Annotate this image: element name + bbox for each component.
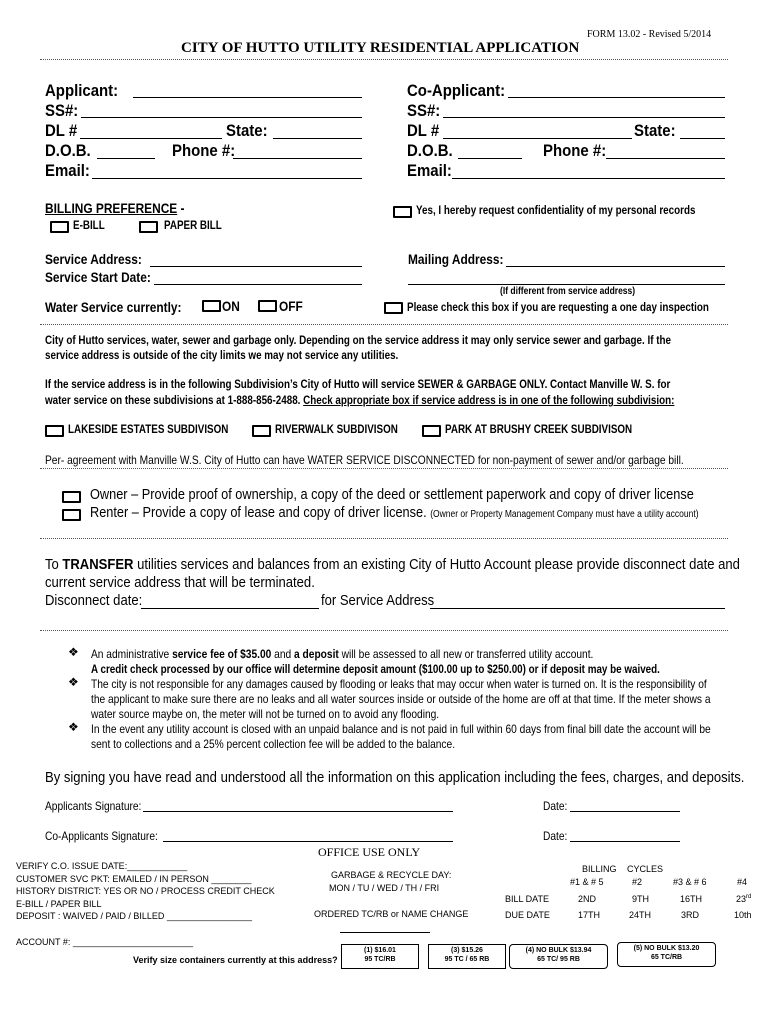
account-number: ACCOUNT #: ________________________ — [16, 937, 193, 947]
fee-line1 — [91, 647, 593, 661]
co-applicants-signature-field[interactable] — [163, 841, 453, 842]
note-services-line2: service address is outside of the city limits we may not service any utilities. — [45, 348, 399, 362]
check-subdivision-text: Check appropriate box if service address is in one of the following subdivision: — [303, 393, 675, 407]
collections-line2: sent to collections and a 25% percent collection fee will be added to the balance. — [91, 737, 456, 751]
office-use-title: OFFICE USE ONLY — [318, 845, 421, 859]
owner-label: Owner – Provide proof of ownership, a copy of the deed or settlement paperwork and copy of driver license — [90, 486, 694, 503]
dl-label: DL # — [45, 121, 78, 140]
ordered-tc-rb: ORDERED TC/RB or NAME CHANGE — [314, 909, 469, 919]
riverwalk-checkbox[interactable] — [252, 425, 271, 437]
bill-date-cell — [736, 894, 751, 904]
co-dl-label: DL # — [407, 121, 440, 140]
ordered-field[interactable] — [340, 932, 430, 933]
ssn-label: SS#: — [45, 101, 79, 120]
bullet-diamond-icon: ❖ — [68, 675, 79, 689]
deposit-status: DEPOSIT : WAIVED / PAID / BILLED _________________ — [16, 911, 252, 921]
renter-label — [90, 504, 699, 521]
co-dl-field[interactable] — [443, 138, 632, 139]
bill-date-cell: 2ND — [578, 894, 597, 904]
owner-checkbox[interactable] — [62, 491, 81, 503]
co-applicant-date-field[interactable] — [570, 841, 680, 842]
bill-date-cell: 9TH — [632, 894, 650, 904]
ebill-checkbox[interactable] — [50, 221, 69, 233]
applicant-date-label: Date: — [543, 799, 568, 813]
co-phone-field[interactable] — [606, 158, 725, 159]
water-off-label: OFF — [279, 298, 303, 314]
container-price: (5) NO BULK $13.20 — [633, 945, 700, 952]
cycle-header: #2 — [632, 877, 643, 887]
mailing-address-field[interactable] — [506, 266, 725, 267]
co-dob-label: D.O.B. — [407, 141, 453, 160]
transfer-to: To — [45, 556, 59, 573]
due-date-cell: 3RD — [681, 910, 700, 920]
email-label: Email: — [45, 161, 90, 180]
leak-line1: The city is not responsible for any damages caused by flooding or leaks that may occur when water is turned on. It is the responsibility of — [91, 677, 707, 691]
water-service-label: Water Service currently: — [45, 299, 182, 315]
fee-line2: A credit check processed by our office will determine deposit amount ($100.00 up to $250.00) or if deposit may be waived. — [91, 662, 660, 676]
container-size: 95 TC/RB — [364, 956, 396, 963]
riverwalk-label: RIVERWALK SUBDIVISON — [275, 422, 398, 436]
transfer-service-address-field[interactable] — [430, 608, 725, 609]
bill-date-cell: 16TH — [680, 894, 703, 904]
co-state-field[interactable] — [680, 138, 725, 139]
customer-svc-pkt: CUSTOMER SVC PKT: EMAILED / IN PERSON ________ — [16, 874, 252, 884]
lakeside-label: LAKESIDE ESTATES SUBDIVISON — [68, 422, 229, 436]
co-applicant-date-label: Date: — [543, 829, 568, 843]
container-size: 65 TC/RB — [650, 954, 683, 961]
billing-label: BILLING — [582, 864, 617, 874]
cycle-header: #4 — [737, 877, 748, 887]
note-subdivision-line1: If the service address is in the following Subdivision’s City of Hutto will service SEWER & GARBAGE ONLY. Contact Manville W. S. for — [45, 377, 671, 391]
dl-field[interactable] — [80, 138, 222, 139]
service-start-field[interactable] — [154, 284, 362, 285]
fee-text-b: service fee of $35.00 — [172, 647, 272, 661]
email-field[interactable] — [92, 178, 362, 179]
water-on-label: ON — [222, 298, 240, 314]
paper-bill-label: PAPER BILL — [164, 218, 222, 232]
ebill-paper-bill: E-BILL / PAPER BILL — [16, 899, 102, 909]
co-ssn-label: SS#: — [407, 101, 441, 120]
applicant-label: Applicant: — [45, 81, 119, 100]
garbage-days: MON / TU / WED / TH / FRI — [329, 883, 440, 893]
due-date-cell: 24TH — [629, 910, 652, 920]
verify-containers: Verify size containers currently at this address? — [133, 955, 338, 965]
page-title: CITY OF HUTTO UTILITY RESIDENTIAL APPLICATION — [181, 40, 580, 56]
due-date-cell: 17TH — [578, 910, 601, 920]
service-address-field[interactable] — [150, 266, 362, 267]
applicant-field[interactable] — [133, 97, 362, 98]
dob-field[interactable] — [97, 158, 155, 159]
co-email-field[interactable] — [452, 178, 725, 179]
section-divider-1 — [40, 324, 728, 325]
co-applicants-signature-label: Co-Applicants Signature: — [45, 829, 158, 843]
water-on-checkbox[interactable] — [202, 300, 221, 312]
for-service-address-label: for Service Address — [321, 592, 435, 609]
container-option-1[interactable] — [341, 944, 419, 969]
container-option-4[interactable] — [509, 944, 608, 969]
mailing-address-label: Mailing Address: — [408, 251, 504, 267]
one-day-inspection-label: Please check this box if you are requesting a one day inspection — [407, 300, 709, 314]
co-ssn-field[interactable] — [443, 117, 725, 118]
applicants-signature-field[interactable] — [143, 811, 453, 812]
co-phone-label: Phone #: — [543, 141, 607, 160]
container-price: (4) NO BULK $13.94 — [525, 947, 592, 954]
section-divider-3 — [40, 538, 728, 539]
section-divider-4 — [40, 630, 728, 631]
fee-text-c: and — [274, 647, 292, 661]
transfer-word: TRANSFER — [62, 556, 134, 573]
ssn-field[interactable] — [81, 117, 362, 118]
bill-date-23: 23 — [736, 894, 747, 904]
transfer-rest: utilities services and balances from an existing City of Hutto Account please provide disconnect date and — [137, 556, 740, 573]
confidentiality-label: Yes, I hereby request confidentiality of my personal records — [416, 203, 696, 217]
co-applicant-label: Co-Applicant: — [407, 81, 506, 100]
service-address-label: Service Address: — [45, 251, 142, 267]
due-date-label: DUE DATE — [505, 910, 550, 920]
leak-line2: the applicant to make sure there are no leaks and all water sources inside or outside of the home are off at that time. If the meter shows a — [91, 692, 711, 706]
phone-field[interactable] — [233, 158, 362, 159]
bullet-diamond-icon: ❖ — [68, 645, 79, 659]
co-applicant-field[interactable] — [508, 97, 725, 98]
applicants-signature-label: Applicants Signature: — [45, 799, 142, 813]
transfer-line1 — [45, 556, 740, 573]
fee-text-a: An administrative — [91, 647, 170, 661]
dob-label: D.O.B. — [45, 141, 91, 160]
billing-dash: - — [180, 200, 185, 216]
transfer-line2: current service address that will be terminated. — [45, 574, 315, 591]
brushy-creek-label: PARK AT BRUSHY CREEK SUBDIVISON — [445, 422, 633, 436]
header-divider — [40, 59, 728, 60]
signing-statement: By signing you have read and understood all the information on this application including the fees, charges, and deposits. — [45, 769, 745, 786]
container-price: (1) $16.01 — [364, 947, 396, 954]
bullet-diamond-icon: ❖ — [68, 720, 79, 734]
collections-line1: In the event any utility account is closed with an unpaid balance and is not paid in full within 60 days from final bill date the account will be — [91, 722, 711, 736]
section-divider-2 — [40, 468, 728, 469]
per-agreement-text: Per- agreement with Manville W.S. City of Hutto can have WATER SERVICE DISCONNECTED for non-payment of sewer and/or garbage bill. — [45, 453, 684, 467]
container-price: (3) $15.26 — [451, 947, 483, 954]
history-district: HISTORY DISTRICT: YES OR NO / PROCESS CREDIT CHECK — [16, 886, 275, 896]
container-size: 65 TC/ 95 RB — [537, 956, 580, 963]
bill-date-sup: rd — [746, 894, 752, 900]
due-date-cell: 10th — [734, 910, 752, 920]
garbage-day-label: GARBAGE & RECYCLE DAY: — [331, 870, 452, 880]
verify-co-date: VERIFY C.O. ISSUE DATE:____________ — [16, 861, 188, 871]
state-label: State: — [226, 121, 268, 140]
billing-preference-heading — [45, 200, 185, 216]
co-email-label: Email: — [407, 161, 452, 180]
form-number: FORM 13.02 - Revised 5/2014 — [587, 29, 712, 40]
confidentiality-checkbox[interactable] — [393, 206, 412, 218]
billing-preference-label: BILLING PREFERENCE — [45, 200, 178, 216]
cycle-header: #3 & # 6 — [673, 877, 707, 887]
mailing-address-field-2[interactable] — [408, 284, 725, 285]
container-option-5[interactable] — [617, 942, 716, 967]
water-off-checkbox[interactable] — [258, 300, 277, 312]
applicant-date-field[interactable] — [570, 811, 680, 812]
renter-checkbox[interactable] — [62, 509, 81, 521]
service-start-label: Service Start Date: — [45, 269, 151, 285]
phone-label: Phone #: — [172, 141, 236, 160]
note-services-line1: City of Hutto services, water, sewer and garbage only. Depending on the service address it may only service sewer and garbage. If the — [45, 333, 671, 347]
disconnect-date-label: Disconnect date: — [45, 592, 143, 609]
fee-text-d: a deposit — [294, 647, 339, 661]
renter-text: Renter – Provide a copy of lease and copy of driver license. — [90, 504, 427, 521]
disconnect-date-field[interactable] — [141, 608, 319, 609]
paper-bill-checkbox[interactable] — [139, 221, 158, 233]
cycles-label: CYCLES — [627, 864, 664, 874]
brushy-creek-checkbox[interactable] — [422, 425, 441, 437]
bill-date-label: BILL DATE — [505, 894, 550, 904]
lakeside-checkbox[interactable] — [45, 425, 64, 437]
container-option-3[interactable] — [428, 944, 506, 969]
ebill-label: E-BILL — [73, 218, 105, 232]
one-day-inspection-checkbox[interactable] — [384, 302, 403, 314]
manville-phone-text: water service on these subdivisions at 1-888-856-2488. — [45, 393, 301, 407]
co-state-label: State: — [634, 121, 676, 140]
state-field[interactable] — [273, 138, 362, 139]
renter-note: (Owner or Property Management Company must have a utility account) — [430, 509, 699, 520]
container-size: 95 TC / 65 RB — [444, 956, 490, 963]
note-subdivision-line2 — [45, 393, 674, 407]
co-dob-field[interactable] — [458, 158, 522, 159]
fee-text-e: will be assessed to all new or transferred utility account. — [341, 647, 594, 661]
mailing-note: (If different from service address) — [500, 286, 636, 297]
cycle-header: #1 & # 5 — [570, 877, 604, 887]
leak-line3: water source maybe on, the meter will not be turned on to avoid any flooding. — [91, 707, 440, 721]
